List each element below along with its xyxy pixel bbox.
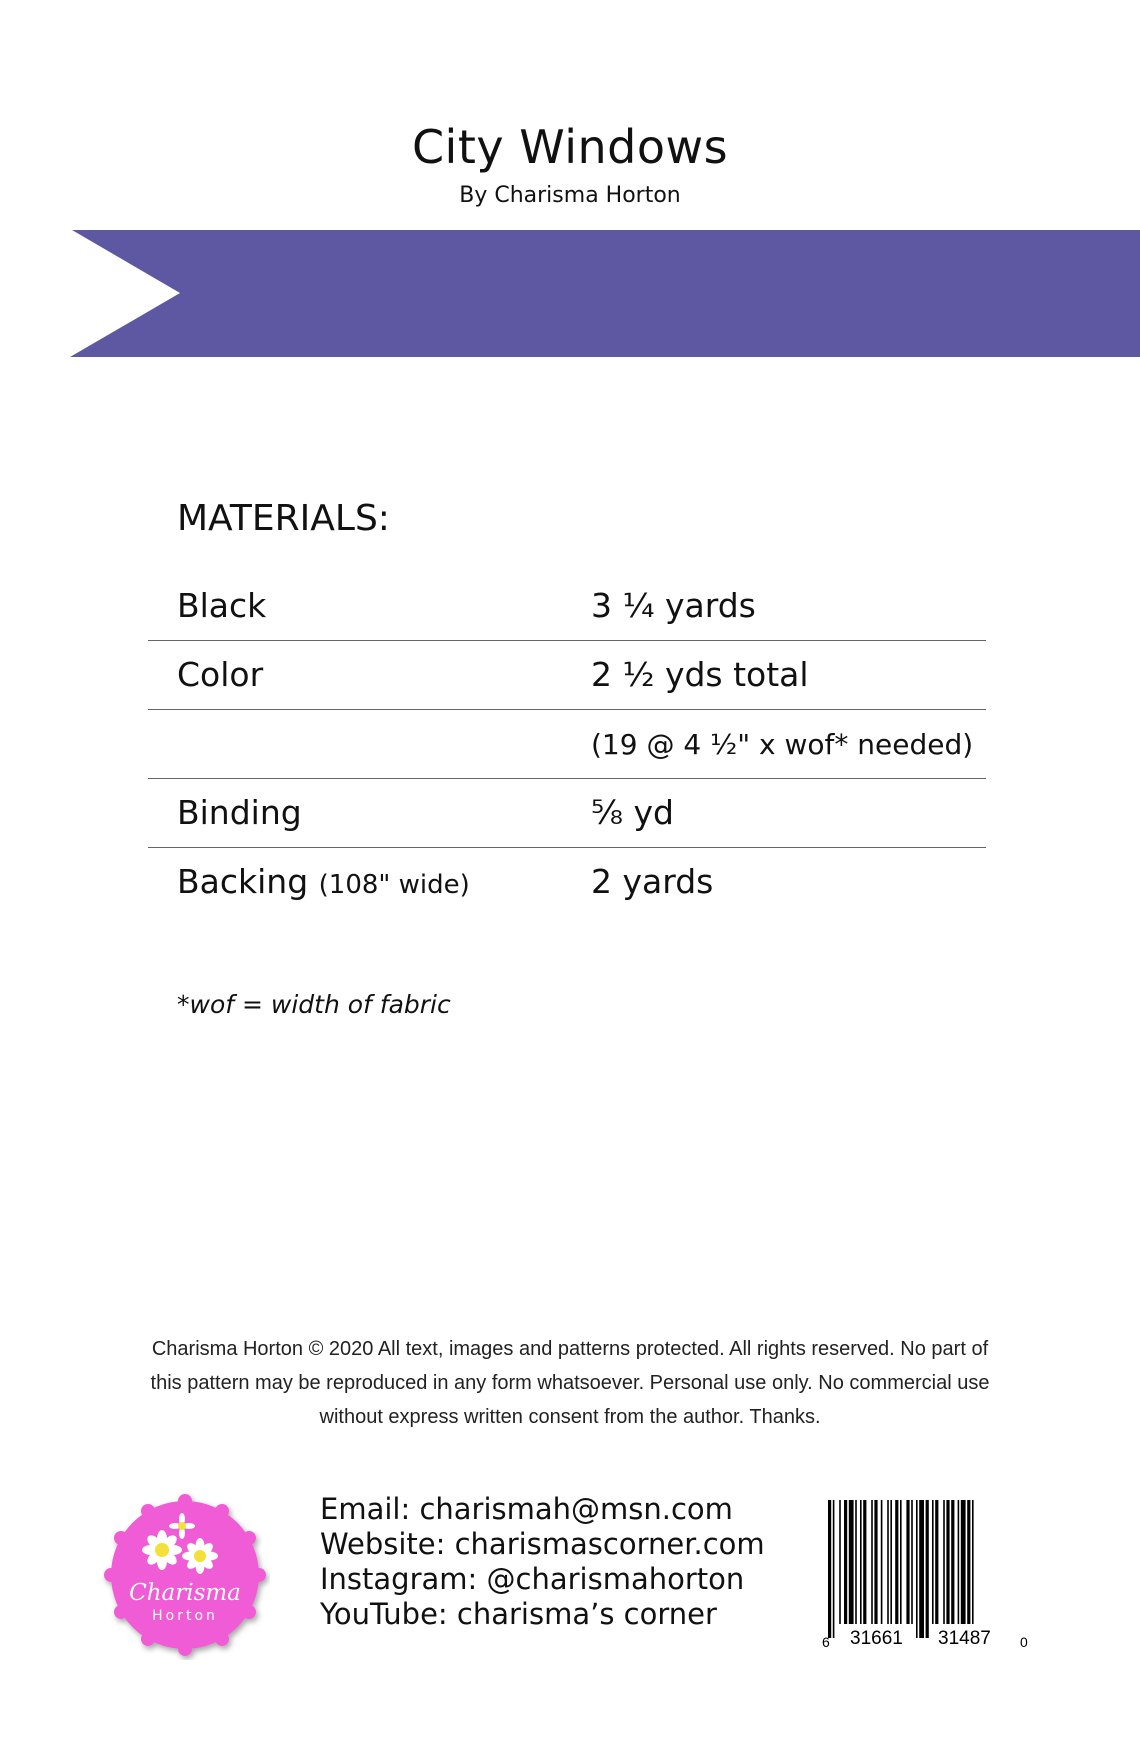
material-label: Color: [177, 655, 264, 694]
email-line: Email: charismah@msn.com: [320, 1492, 733, 1526]
youtube-line: YouTube: charisma’s corner: [320, 1597, 717, 1631]
wof-footnote: *wof = width of fabric: [177, 990, 451, 1019]
barcode-bar: [946, 1500, 949, 1624]
material-label: Binding: [177, 793, 302, 832]
barcode-bar: [916, 1500, 918, 1638]
barcode-bar: [855, 1500, 857, 1624]
barcode-bar: [935, 1500, 938, 1624]
barcode-digits-left: 31661: [850, 1628, 903, 1649]
material-quantity: 2 yards: [591, 862, 714, 901]
barcode-bar: [844, 1500, 847, 1624]
barcode-bar: [895, 1500, 898, 1624]
barcode-bar: [919, 1500, 924, 1638]
material-quantity: 3 ¼ yards: [591, 586, 756, 625]
copyright-notice: [110, 1332, 1030, 1434]
materials-row: [148, 848, 986, 916]
barcode-bar: [961, 1500, 966, 1624]
logo-subtext: Horton: [152, 1608, 218, 1624]
charisma-horton-logo: [100, 1490, 270, 1660]
barcode-bar: [906, 1500, 909, 1624]
barcode-bar: [900, 1500, 902, 1624]
materials-row: [148, 572, 986, 641]
barcode-bar: [967, 1500, 970, 1624]
material-quantity: 2 ½ yds total: [591, 655, 809, 694]
barcode-digit: 0: [1020, 1634, 1028, 1650]
logo-wordmark: Charisma: [129, 1580, 241, 1606]
contact-info: [320, 1492, 765, 1632]
instagram-line: Instagram: @charismahorton: [320, 1562, 745, 1596]
barcode-digit: 6: [822, 1634, 830, 1650]
barcode-bar: [911, 1500, 913, 1624]
barcode-bar: [890, 1500, 892, 1624]
copyright-line: this pattern may be reproduced in any form whatsoever. Personal use only. No commercial use: [150, 1372, 990, 1394]
materials-row: [148, 779, 986, 848]
barcode-bar: [871, 1500, 873, 1624]
materials-table: [148, 572, 986, 916]
barcode-bar: [833, 1500, 835, 1638]
copyright-line: without express written consent from the author. Thanks.: [319, 1406, 821, 1428]
copyright-line: Charisma Horton © 2020 All text, images and patterns protected. All rights reserved. No part of: [151, 1338, 989, 1360]
materials-heading: MATERIALS:: [177, 498, 390, 539]
barcode-bar: [951, 1500, 954, 1624]
barcode-bar: [874, 1500, 877, 1624]
author-byline: By Charisma Horton: [459, 183, 681, 208]
barcode-digits-right: 31487: [938, 1628, 991, 1649]
barcode-bar: [958, 1500, 960, 1624]
barcode-bar: [839, 1500, 841, 1624]
barcode-bar: [863, 1500, 866, 1624]
barcode-bar: [887, 1500, 889, 1624]
barcode-bar: [849, 1500, 854, 1624]
barcode-bar: [860, 1500, 862, 1624]
barcode-bar: [972, 1500, 974, 1624]
material-label: Backing (108" wide): [177, 862, 470, 901]
barcode-bar: [932, 1500, 934, 1624]
barcode-bar: [943, 1500, 945, 1624]
material-quantity-note: (19 @ 4 ½" x wof* needed): [591, 728, 974, 761]
header-banner: [0, 230, 1140, 360]
website-line: Website: charismascorner.com: [320, 1527, 765, 1561]
material-label: Black: [177, 586, 267, 625]
materials-row: [148, 710, 986, 779]
material-label-note: (108" wide): [318, 870, 470, 900]
barcode-bar: [926, 1500, 929, 1638]
pattern-title: City Windows: [411, 120, 729, 174]
barcode: [818, 1500, 1033, 1650]
barcode-bar: [881, 1500, 883, 1624]
material-quantity: ⅝ yd: [591, 793, 674, 832]
barcode-bar: [828, 1500, 831, 1638]
materials-row: [148, 641, 986, 710]
